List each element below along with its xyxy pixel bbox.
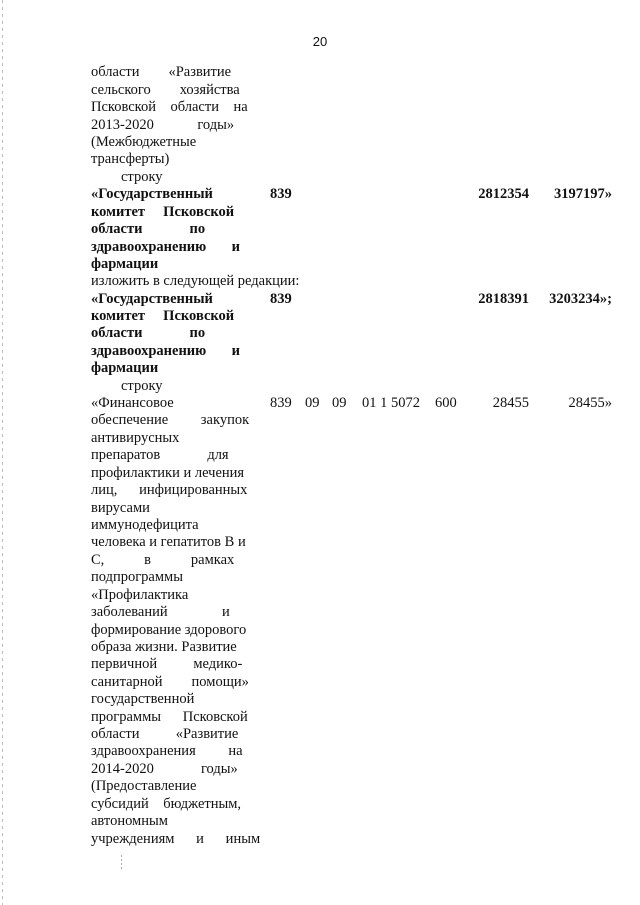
row-old-label: строку	[121, 169, 163, 185]
finance-row-name-line: образа жизни. Развитие	[91, 638, 237, 655]
finance-row-name-line: обеспечение закупок	[91, 412, 250, 429]
finance-row-name-line: (Предоставление	[91, 778, 197, 795]
finance-row-expense-type: 600	[435, 395, 457, 411]
finance-row-name-line: «Финансовое	[91, 395, 174, 411]
block1-line: 2013-2020 годы»	[91, 117, 235, 133]
finance-row-target: 01 1 5072	[362, 395, 420, 411]
new-row-name-line: фармации	[91, 360, 159, 376]
block1-line: области «Развитие	[91, 64, 232, 80]
finance-row-value2: 28455»	[568, 395, 612, 411]
finance-row-name-line: первичной медико-	[91, 656, 243, 673]
replace-instruction: изложить в следующей редакции:	[91, 273, 300, 289]
finance-row-name-line: формирование здорового	[91, 621, 247, 638]
old-row-code: 839	[270, 186, 292, 202]
new-row-name-line: «Государственный	[91, 291, 213, 307]
finance-row-name-line: 2014-2020 годы»	[91, 760, 238, 777]
finance-row-name-line: учреждениям и иным	[91, 830, 261, 847]
finance-row-name-line: заболеваний и	[91, 604, 230, 620]
block1-line: Псковской области на	[91, 99, 248, 115]
finance-row-name-line: лиц, инфицированных	[91, 482, 248, 499]
finance-row-name-line: подпрограммы	[91, 569, 183, 586]
page-number: 20	[312, 34, 328, 49]
finance-row-name-line: антивирусных	[91, 429, 180, 446]
old-row-value1: 2812354	[478, 186, 529, 202]
finance-row-subsection: 09	[332, 395, 347, 411]
finance-row-name-line: области «Развитие	[91, 726, 239, 742]
row2-label: строку	[121, 378, 163, 394]
block1-line: сельского хозяйства	[91, 82, 240, 98]
finance-row-name-line: С, в рамках	[91, 551, 235, 568]
new-row-name-line: здравоохранению и	[91, 343, 240, 359]
finance-row-name-line: иммунодефицита	[91, 516, 199, 533]
new-row-name-line: комитет Псковской	[91, 308, 235, 324]
old-row-value2: 3197197»	[554, 186, 612, 202]
old-row-name-line: фармации	[91, 256, 159, 272]
finance-row-value1: 28455	[492, 395, 529, 411]
finance-row-name-line: «Профилактика	[91, 586, 189, 603]
finance-row-name-line: здравоохранения на	[91, 743, 243, 760]
new-row-value1: 2818391	[478, 291, 529, 307]
new-row-name-line: области по	[91, 325, 206, 341]
old-row-name-line: «Государственный	[91, 186, 213, 202]
old-row-name-line: комитет Псковской	[91, 204, 235, 220]
new-row-value2: 3203234»;	[549, 291, 612, 307]
block1-line: трансферты)	[91, 151, 170, 167]
block1-line: (Межбюджетные	[91, 134, 197, 150]
finance-row-code: 839	[270, 395, 292, 411]
finance-row-name-line: санитарной помощи»	[91, 673, 249, 690]
finance-row-name-line: препаратов для	[91, 447, 229, 464]
old-row-name-line: области по	[91, 221, 206, 237]
finance-row-name-line: вирусами	[91, 499, 150, 516]
new-row-code: 839	[270, 291, 292, 307]
scan-edge	[2, 0, 3, 905]
finance-row-section: 09	[305, 395, 320, 411]
finance-row-name-line: профилактики и лечения	[91, 464, 245, 481]
finance-row-name-line: государственной	[91, 691, 195, 708]
scan-artifact	[121, 855, 122, 869]
finance-row-name-line: автономным	[91, 813, 168, 830]
finance-row-name-line: человека и гепатитов В и	[91, 534, 246, 551]
finance-row-name-line: программы Псковской	[91, 708, 248, 725]
old-row-name-line: здравоохранению и	[91, 239, 240, 255]
finance-row-name-line: субсидий бюджетным,	[91, 795, 242, 812]
